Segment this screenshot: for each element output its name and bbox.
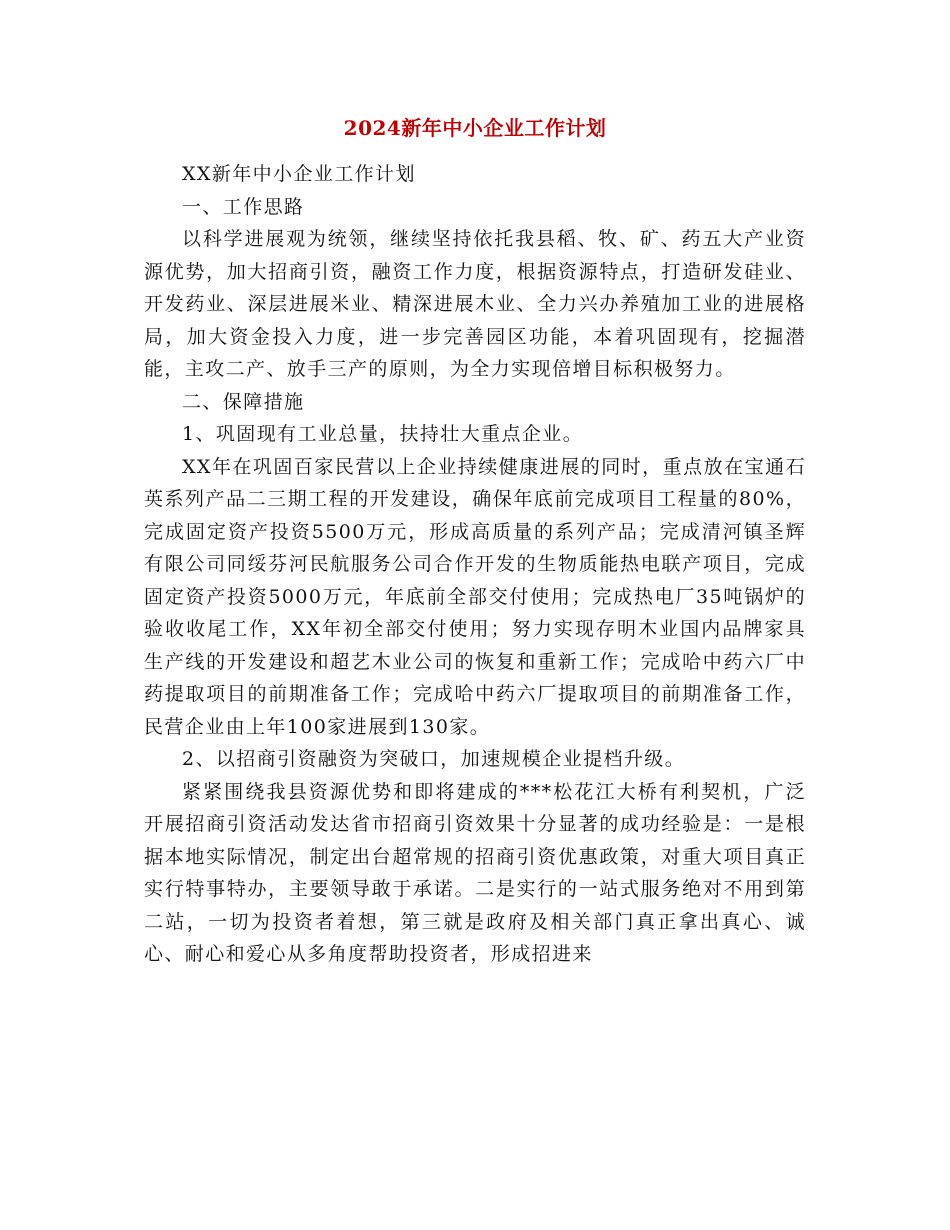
- heading-safeguard-measures: 二、保障措施: [182, 390, 305, 413]
- paragraph-subtitle: XX新年中小企业工作计划: [182, 163, 416, 185]
- heading-work-approach: 一、工作思路: [182, 195, 305, 218]
- document-body: [144, 158, 806, 971]
- subheading-investment-attraction: 2、以招商引资融资为突破口，加速规模企业提档升级。: [182, 748, 686, 770]
- subheading-consolidate-industry: 1、巩固现有工业总量，扶持壮大重点企业。: [182, 423, 584, 445]
- paragraph-work-approach: 以科学进展观为统领，继续坚持依托我县稻、牧、矿、药五大产业资源优势，加大招商引资，融资工作力度，根据资源特点，打造研发硅业、开发药业、深层进展米业、精深进展木业、全力兴办养殖加工业的进展格局，加大资金投入力度，进一步完善园区功能，本着巩固现有，挖掘潜能，主攻二产、放手三产的原则，为全力实现倍增目标积极努力。: [144, 228, 806, 380]
- paragraph-investment-attraction: 紧紧围绕我县资源优势和即将建成的***松花江大桥有利契机，广泛开展招商引资活动发达省市招商引资效果十分显著的成功经验是：一是根据本地实际情况，制定出台超常规的招商引资优惠政策，对重大项目真正实行特事特办，主要领导敢于承诺。二是实行的一站式服务绝对不用到第二站，一切为投资者着想，第三就是政府及相关部门真正拿出真心、诚心、耐心和爱心从多角度帮助投资者，形成招进来: [144, 780, 806, 965]
- paragraph-consolidate-industry: XX年在巩固百家民营以上企业持续健康进展的同时，重点放在宝通石英系列产品二三期工程的开发建设，确保年底前完成项目工程量的80%，完成固定资产投资5500万元，形成高质量的系列产品；完成清河镇圣辉有限公司同绥芬河民航服务公司合作开发的生物质能热电联产项目，完成固定资产投资5000万元，年底前全部交付使用；完成热电厂35吨锅炉的验收收尾工作，XX年初全部交付使用；努力实现存明木业国内品牌家具生产线的开发建设和超艺木业公司的恢复和重新工作；完成哈中药六厂中药提取项目的前期准备工作；完成哈中药六厂提取项目的前期准备工作，民营企业由上年100家进展到130家。: [144, 455, 806, 738]
- document-title: 2024新年中小企业工作计划: [343, 116, 607, 140]
